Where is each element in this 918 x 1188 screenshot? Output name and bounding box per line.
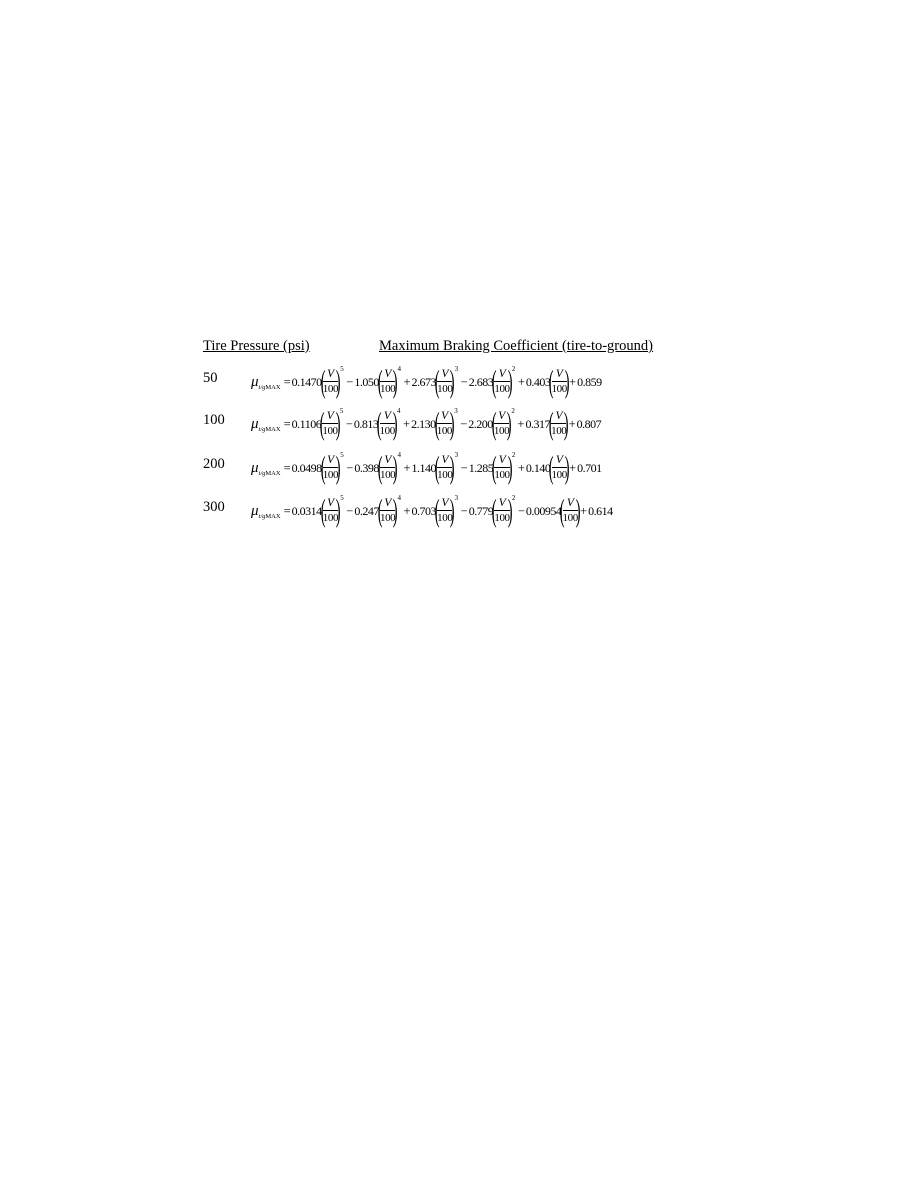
operator: + bbox=[517, 416, 525, 431]
left-paren: ( bbox=[434, 363, 440, 399]
operator: = bbox=[283, 503, 291, 518]
right-paren: ) bbox=[450, 492, 455, 528]
exponent: 4 bbox=[397, 494, 401, 502]
fraction-numerator: V bbox=[326, 409, 334, 422]
right-paren: ) bbox=[507, 449, 513, 485]
coefficient: 0.247 bbox=[354, 503, 379, 518]
exponent: 2 bbox=[511, 494, 515, 502]
mu-symbol: μ bbox=[251, 459, 259, 476]
mu-symbol: μ bbox=[251, 415, 259, 432]
fraction-numerator: V bbox=[327, 367, 334, 380]
subscript-base: t/g bbox=[258, 425, 266, 433]
coefficient: 2.683 bbox=[468, 374, 494, 389]
mu-subscript bbox=[259, 513, 281, 520]
fraction-denominator: 100 bbox=[322, 425, 338, 438]
left-paren: ( bbox=[434, 449, 440, 485]
coefficient: 0.703 bbox=[411, 503, 437, 518]
mu-subscript bbox=[259, 384, 281, 391]
coefficient: 2.130 bbox=[411, 416, 436, 431]
left-paren: ( bbox=[377, 449, 383, 485]
table-header bbox=[203, 338, 723, 358]
right-paren: ) bbox=[507, 363, 513, 399]
fraction-denominator: 100 bbox=[322, 512, 339, 525]
left-paren: ( bbox=[434, 492, 440, 528]
mu-subscript bbox=[259, 470, 281, 477]
fraction-numerator: V bbox=[498, 496, 506, 509]
coefficient: 0.403 bbox=[525, 374, 551, 389]
right-paren: ) bbox=[335, 363, 341, 399]
operator: − bbox=[345, 416, 353, 431]
coefficient: 2.673 bbox=[411, 374, 437, 389]
right-paren: ) bbox=[450, 449, 455, 485]
fraction-numerator: V bbox=[327, 496, 334, 509]
constant-term: 0.807 bbox=[576, 416, 602, 431]
tire-pressure-value: 100 bbox=[203, 412, 225, 428]
coefficient: 0.1470 bbox=[291, 374, 322, 389]
fraction-numerator: V bbox=[566, 496, 574, 509]
equation-row bbox=[203, 364, 723, 400]
fraction-denominator: 100 bbox=[322, 469, 339, 482]
exponent: 4 bbox=[397, 451, 401, 459]
fraction-numerator: V bbox=[498, 453, 506, 466]
fraction-denominator: 100 bbox=[379, 383, 396, 396]
exponent: 3 bbox=[454, 494, 458, 502]
subscript-base: t/g bbox=[258, 469, 266, 477]
right-paren: ) bbox=[450, 363, 455, 399]
tire-pressure-value: 300 bbox=[203, 499, 225, 515]
operator: + bbox=[580, 503, 588, 518]
right-paren: ) bbox=[449, 405, 455, 441]
constant-term: 0.701 bbox=[577, 460, 602, 475]
left-paren: ( bbox=[491, 492, 497, 528]
left-paren: ( bbox=[320, 363, 326, 399]
subscript-base: t/g bbox=[258, 512, 266, 520]
operator: − bbox=[460, 374, 468, 389]
fraction-denominator: 100 bbox=[437, 469, 453, 482]
right-paren: ) bbox=[564, 405, 569, 441]
exponent: 2 bbox=[511, 451, 515, 459]
subscript-suffix: MAX bbox=[265, 425, 281, 433]
braking-coefficient-equation bbox=[251, 364, 602, 400]
right-paren: ) bbox=[507, 492, 513, 528]
left-paren: ( bbox=[491, 363, 497, 399]
left-paren: ( bbox=[377, 363, 383, 399]
fraction-numerator: V bbox=[441, 367, 449, 380]
fraction-numerator: V bbox=[383, 409, 391, 422]
coefficient: 0.0498 bbox=[291, 460, 322, 475]
left-paren: ( bbox=[320, 449, 326, 485]
left-paren: ( bbox=[320, 492, 326, 528]
fraction-denominator: 100 bbox=[436, 425, 453, 438]
tire-pressure-value: 50 bbox=[203, 370, 218, 386]
operator: = bbox=[283, 416, 291, 431]
left-paren: ( bbox=[377, 492, 383, 528]
exponent: 5 bbox=[339, 407, 343, 415]
fraction-numerator: V bbox=[384, 367, 391, 380]
coefficient: 1.140 bbox=[411, 460, 437, 475]
fraction-denominator: 100 bbox=[322, 383, 339, 396]
subscript-suffix: MAX bbox=[265, 512, 281, 520]
fraction-denominator: 100 bbox=[562, 512, 578, 525]
fraction-denominator: 100 bbox=[551, 469, 567, 482]
subscript-base: t/g bbox=[258, 383, 266, 391]
braking-coefficient-header: Maximum Braking Coefficient (tire-to-ground) bbox=[379, 338, 653, 354]
fraction-denominator: 100 bbox=[379, 469, 396, 482]
exponent: 4 bbox=[397, 365, 401, 373]
operator: − bbox=[460, 460, 468, 475]
fraction-numerator: V bbox=[441, 409, 448, 422]
operator: − bbox=[346, 460, 354, 475]
operator: − bbox=[517, 503, 525, 518]
fraction-numerator: V bbox=[555, 409, 563, 422]
operator: + bbox=[403, 460, 411, 475]
left-paren: ( bbox=[548, 405, 554, 441]
operator: + bbox=[517, 460, 525, 475]
fraction-denominator: 100 bbox=[494, 512, 510, 525]
fraction-numerator: V bbox=[555, 453, 563, 466]
exponent: 3 bbox=[454, 451, 458, 459]
operator: − bbox=[460, 416, 468, 431]
braking-coefficient-equation bbox=[251, 493, 613, 529]
right-paren: ) bbox=[393, 492, 398, 528]
operator: + bbox=[403, 503, 411, 518]
fraction-denominator: 100 bbox=[494, 469, 510, 482]
left-paren: ( bbox=[549, 363, 554, 399]
left-paren: ( bbox=[560, 492, 565, 528]
right-paren: ) bbox=[335, 492, 341, 528]
operator: − bbox=[460, 503, 468, 518]
coefficient: 0.140 bbox=[525, 460, 551, 475]
fraction-numerator: V bbox=[498, 367, 506, 380]
fraction-denominator: 100 bbox=[379, 512, 396, 525]
fraction-denominator: 100 bbox=[437, 512, 453, 525]
exponent: 2 bbox=[511, 407, 515, 415]
coefficient: 0.779 bbox=[468, 503, 494, 518]
right-paren: ) bbox=[575, 492, 581, 528]
exponent: 5 bbox=[340, 494, 344, 502]
exponent: 3 bbox=[454, 365, 458, 373]
coefficient: 0.317 bbox=[525, 416, 550, 431]
coefficient: 0.00954 bbox=[525, 503, 562, 518]
coefficient: 0.813 bbox=[353, 416, 379, 431]
coefficient: 0.0314 bbox=[291, 503, 322, 518]
tire-pressure-value: 200 bbox=[203, 456, 225, 472]
right-paren: ) bbox=[393, 449, 398, 485]
fraction-denominator: 100 bbox=[493, 425, 510, 438]
coefficient: 2.200 bbox=[468, 416, 493, 431]
equation-row bbox=[203, 493, 723, 529]
constant-term: 0.859 bbox=[577, 374, 602, 389]
tire-pressure-header: Tire Pressure (psi) bbox=[203, 338, 310, 354]
braking-coefficient-equation bbox=[251, 450, 602, 486]
left-paren: ( bbox=[491, 405, 497, 441]
left-paren: ( bbox=[549, 449, 554, 485]
exponent: 2 bbox=[511, 365, 515, 373]
operator: − bbox=[346, 503, 354, 518]
braking-coefficient-equation bbox=[251, 406, 601, 442]
left-paren: ( bbox=[377, 405, 382, 441]
subscript-suffix: MAX bbox=[265, 383, 281, 391]
coefficient: 1.050 bbox=[354, 374, 379, 389]
fraction-numerator: V bbox=[498, 409, 505, 422]
fraction-numerator: V bbox=[441, 453, 449, 466]
operator: = bbox=[283, 460, 291, 475]
subscript-suffix: MAX bbox=[265, 469, 281, 477]
operator: + bbox=[403, 416, 411, 431]
mu-subscript bbox=[259, 426, 281, 433]
fraction-numerator: V bbox=[384, 453, 391, 466]
operator: + bbox=[403, 374, 411, 389]
right-paren: ) bbox=[392, 405, 398, 441]
right-paren: ) bbox=[335, 449, 341, 485]
fraction-denominator: 100 bbox=[379, 425, 395, 438]
equation-row bbox=[203, 450, 723, 486]
operator: + bbox=[569, 374, 577, 389]
fraction-denominator: 100 bbox=[494, 383, 510, 396]
coefficient: 0.1106 bbox=[291, 416, 322, 431]
exponent: 3 bbox=[454, 407, 458, 415]
left-paren: ( bbox=[319, 405, 325, 441]
fraction-denominator: 100 bbox=[551, 383, 567, 396]
fraction-numerator: V bbox=[555, 367, 563, 380]
exponent: 5 bbox=[340, 451, 344, 459]
right-paren: ) bbox=[564, 449, 570, 485]
operator: + bbox=[568, 416, 576, 431]
coefficient: 0.398 bbox=[354, 460, 379, 475]
coefficient: 1.285 bbox=[468, 460, 494, 475]
right-paren: ) bbox=[393, 363, 398, 399]
mu-symbol: μ bbox=[251, 502, 259, 519]
fraction-numerator: V bbox=[327, 453, 334, 466]
left-paren: ( bbox=[434, 405, 439, 441]
fraction-denominator: 100 bbox=[437, 383, 453, 396]
operator: = bbox=[283, 374, 291, 389]
exponent: 5 bbox=[340, 365, 344, 373]
fraction-numerator: V bbox=[441, 496, 449, 509]
operator: + bbox=[517, 374, 525, 389]
left-paren: ( bbox=[491, 449, 497, 485]
right-paren: ) bbox=[564, 363, 570, 399]
exponent: 4 bbox=[397, 407, 401, 415]
constant-term: 0.614 bbox=[588, 503, 613, 518]
right-paren: ) bbox=[335, 405, 341, 441]
fraction-numerator: V bbox=[384, 496, 391, 509]
operator: − bbox=[346, 374, 354, 389]
mu-symbol: μ bbox=[251, 373, 259, 390]
right-paren: ) bbox=[507, 405, 512, 441]
equation-row bbox=[203, 406, 723, 442]
operator: + bbox=[569, 460, 577, 475]
fraction-denominator: 100 bbox=[551, 425, 567, 438]
